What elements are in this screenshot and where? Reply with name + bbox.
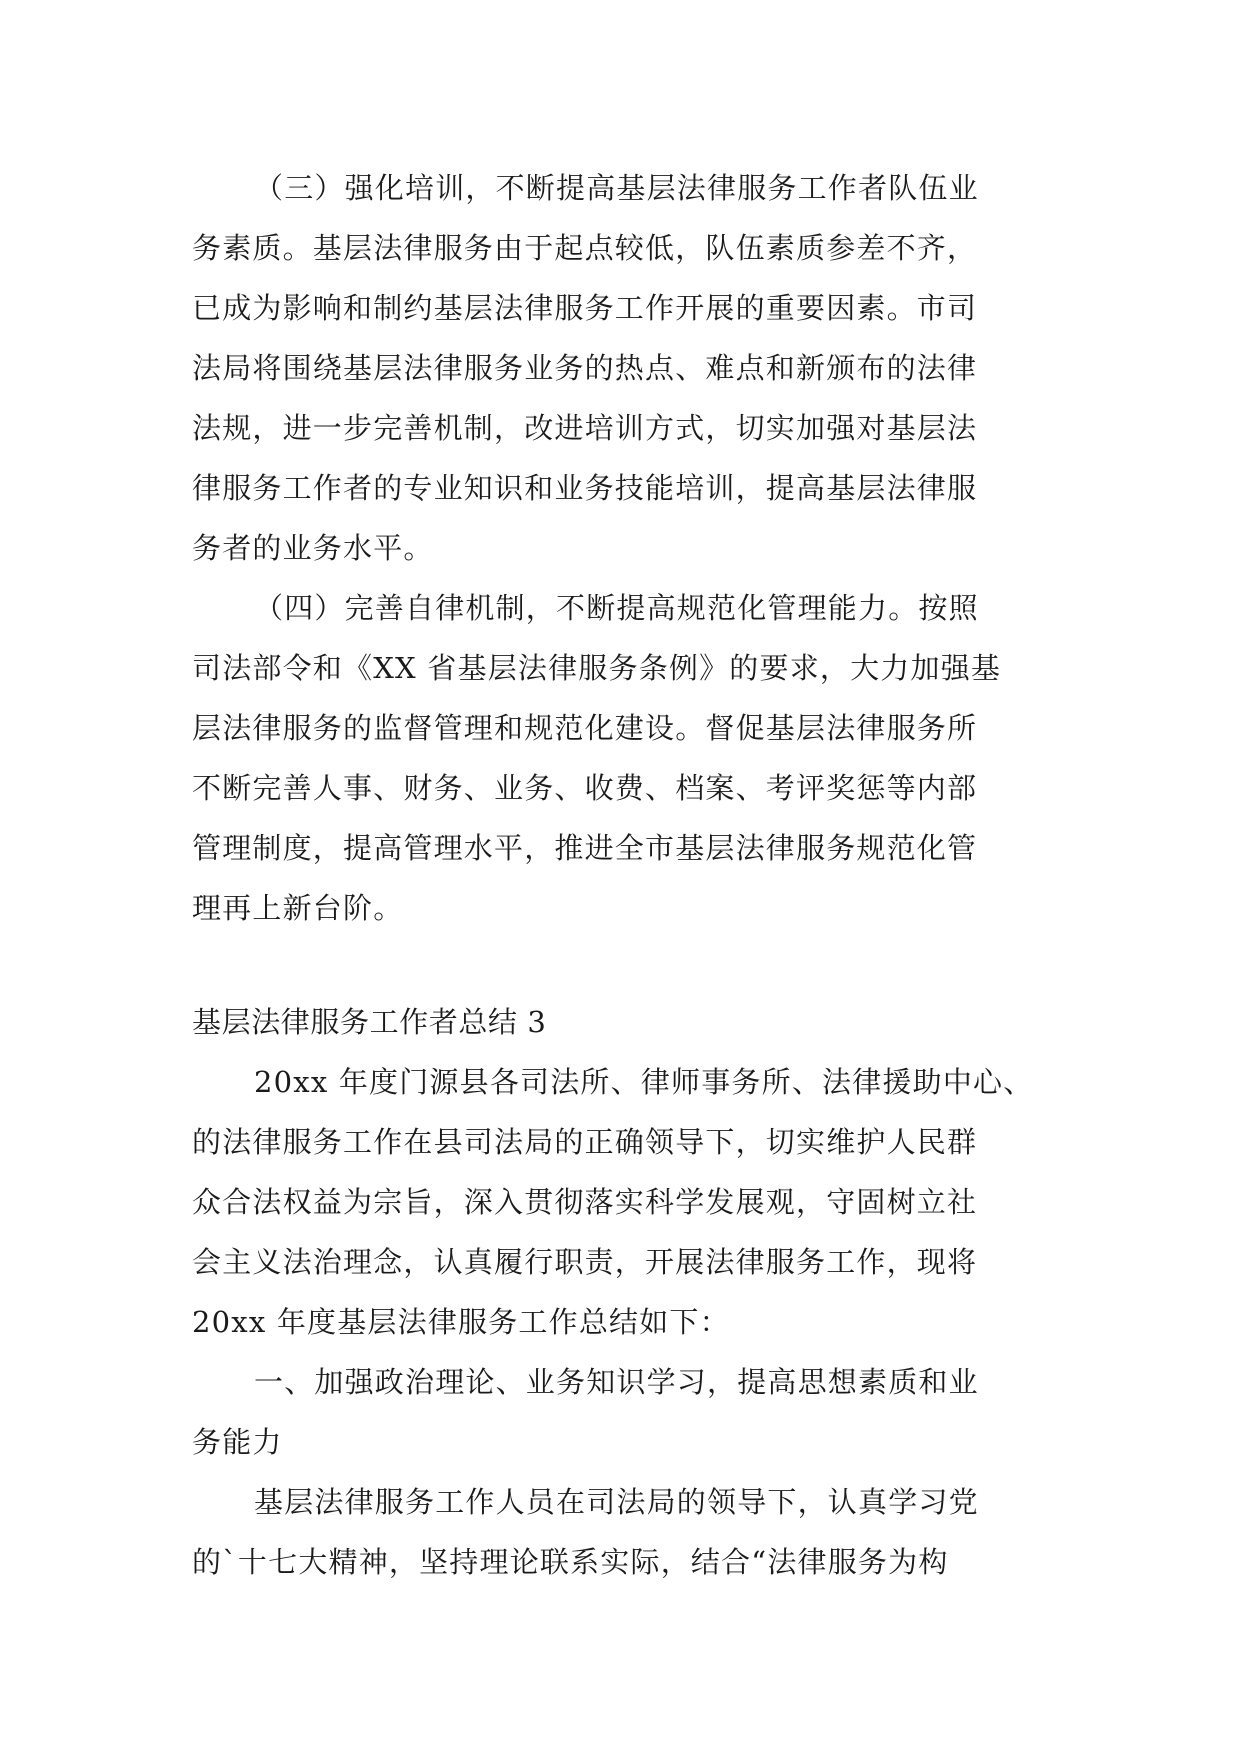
section-heading: 基层法律服务工作者总结 3 bbox=[192, 1005, 547, 1039]
paragraph-line: 法规，进一步完善机制，改进培训方式，切实加强对基层法 bbox=[192, 411, 978, 445]
paragraph-line: 会主义法治理念，认真履行职责，开展法律服务工作，现将 bbox=[192, 1245, 978, 1279]
paragraph-line: 已成为影响和制约基层法律服务工作开展的重要因素。市司 bbox=[192, 291, 978, 325]
paragraph-line: 务者的业务水平。 bbox=[192, 531, 434, 565]
paragraph-line: 众合法权益为宗旨，深入贯彻落实科学发展观，守固树立社 bbox=[192, 1185, 978, 1219]
paragraph-line: 务能力 bbox=[192, 1425, 283, 1459]
paragraph-line: 一、加强政治理论、业务知识学习，提高思想素质和业 bbox=[254, 1365, 979, 1399]
paragraph-line: （四）完善自律机制，不断提高规范化管理能力。按照 bbox=[254, 591, 979, 625]
paragraph-line: 律服务工作者的专业知识和业务技能培训，提高基层法律服 bbox=[192, 471, 978, 505]
paragraph-line: 法局将围绕基层法律服务业务的热点、难点和新颁布的法律 bbox=[192, 351, 978, 385]
paragraph-line: 20xx 年度基层法律服务工作总结如下： bbox=[192, 1305, 730, 1339]
paragraph-line: 务素质。基层法律服务由于起点较低，队伍素质参差不齐， bbox=[192, 231, 978, 265]
paragraph-line: 司法部令和《XX 省基层法律服务条例》的要求，大力加强基 bbox=[192, 651, 1002, 685]
paragraph-line: 的法律服务工作在县司法局的正确领导下，切实维护人民群 bbox=[192, 1125, 978, 1159]
paragraph-line: 管理制度，提高管理水平，推进全市基层法律服务规范化管 bbox=[192, 831, 978, 865]
paragraph-line: 基层法律服务工作人员在司法局的领导下，认真学习党 bbox=[254, 1485, 979, 1519]
paragraph-line: （三）强化培训，不断提高基层法律服务工作者队伍业 bbox=[254, 171, 979, 205]
paragraph-line: 理再上新台阶。 bbox=[192, 891, 404, 925]
paragraph-line: 20xx 年度门源县各司法所、律师事务所、法律援助中心、 bbox=[254, 1065, 1034, 1099]
paragraph-line: 不断完善人事、财务、业务、收费、档案、考评奖惩等内部 bbox=[192, 771, 978, 805]
paragraph-line: 层法律服务的监督管理和规范化建设。督促基层法律服务所 bbox=[192, 711, 978, 745]
paragraph-line: 的`十七大精神，坚持理论联系实际，结合“法律服务为构 bbox=[192, 1545, 949, 1579]
